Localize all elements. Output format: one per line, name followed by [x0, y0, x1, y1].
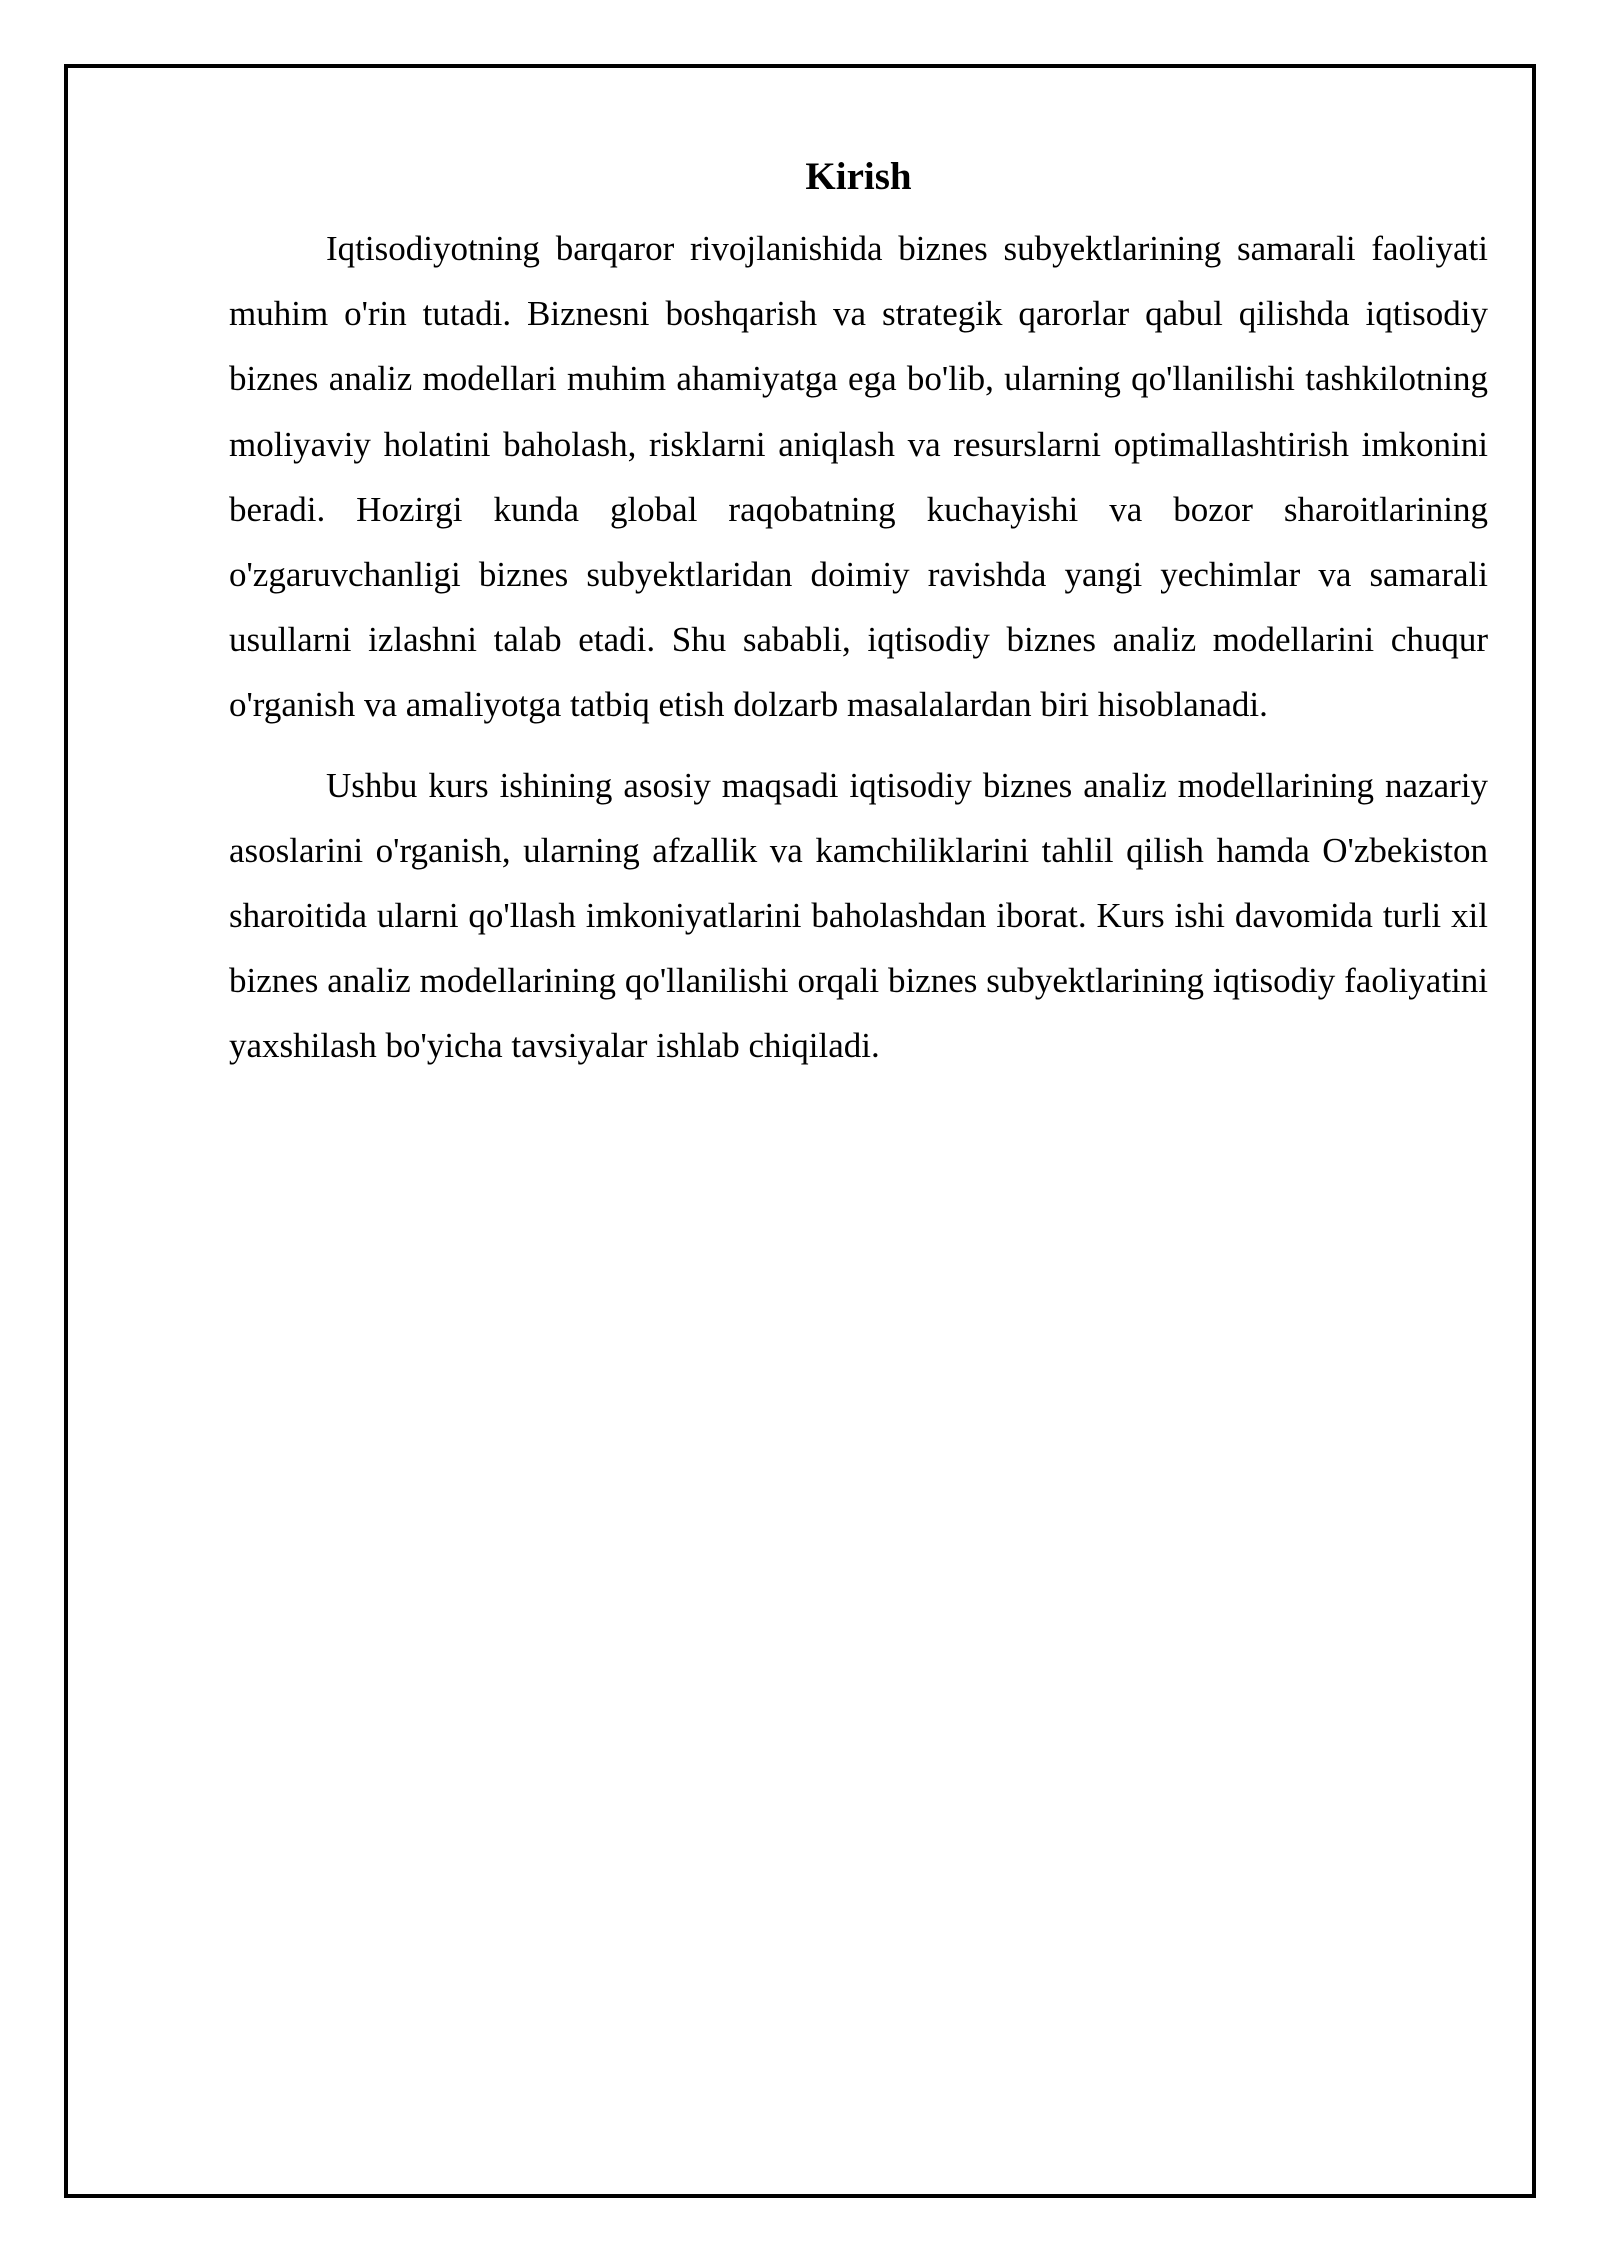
paragraph-intro: Iqtisodiyotning barqaror rivojlanishida biznes subyektlarining samarali faoliyati muhim o'rin tutadi. Biznesni boshqarish va strategik qarorlar qabul qilishda iqtisodiy biznes analiz modellari muhim ahamiyatga ega bo'lib, ularning qo'llanilishi tashkilotning moliyaviy holatini baholash, risklarni aniqlash va resurslarni optimallashtirish imkonini beradi. Hozirgi kunda global raqobatning kuchayishi va bozor sharoitlarining o'zgaruvchanligi biznes subyektlaridan doimiy ravishda yangi yechimlar va samarali usullarni izlashni talab etadi. Shu sababli, iqtisodiy biznes analiz modellarini chuqur o'rganish va amaliyotga tatbiq etish dolzarb masalalardan biri hisoblanadi.: [229, 229, 1488, 725]
document-body: [229, 148, 1488, 1094]
paragraph-goal: Ushbu kurs ishining asosiy maqsadi iqtisodiy biznes analiz modellarining nazariy asoslarini o'rganish, ularning afzallik va kamchiliklarini tahlil qilish hamda O'zbekiston sharoitida ularni qo'llash imkoniyatlarini baholashdan iborat. Kurs ishi davomida turli xil biznes analiz modellarining qo'llanilishi orqali biznes subyektlarining iqtisodiy faoliyatini yaxshilash bo'yicha tavsiyalar ishlab chiqiladi.: [229, 765, 1488, 1066]
document-title: Kirish: [805, 155, 912, 198]
